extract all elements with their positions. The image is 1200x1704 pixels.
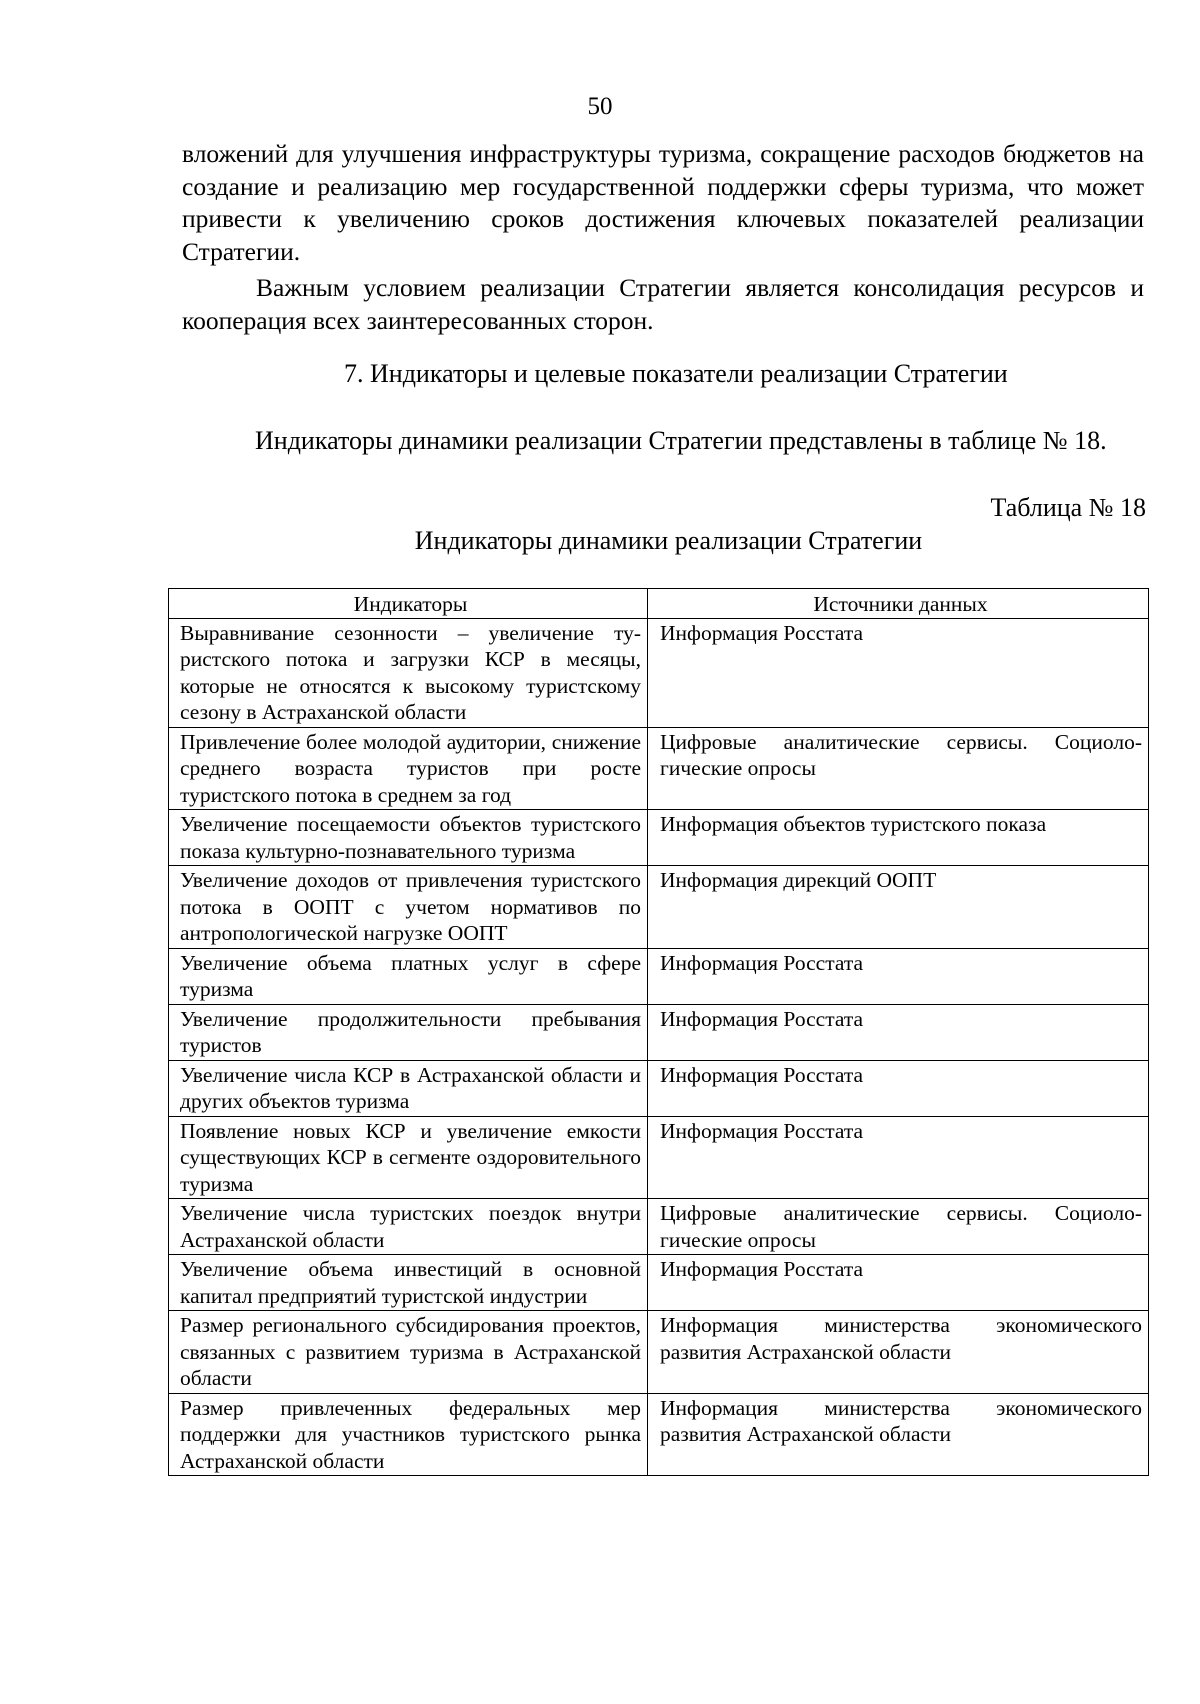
table-row — [169, 1199, 1149, 1255]
table-row — [169, 1004, 1149, 1060]
indicator-cell: Привлечение более молодой аудитории, снижение среднего возраста туристов при росте туристского потока в среднем за год — [169, 727, 648, 810]
indicator-cell: Выравнивание сезонности – увеличение туристского потока и загрузки КСР в месяцы, которые не относятся к высокому туристскому сезону в Астраханской области — [169, 618, 648, 727]
table-header-row — [169, 589, 1149, 619]
table-row — [169, 866, 1149, 949]
data-source-cell: Информация объектов туристского показа — [648, 810, 1149, 866]
indicators-table — [168, 588, 1149, 1476]
indicator-cell: Увеличение числа туристских поездок внутри Астраханской области — [169, 1199, 648, 1255]
table-row — [169, 1393, 1149, 1476]
indicator-cell: Увеличение посещаемости объектов туристского показа культурно-познавательного туризма — [169, 810, 648, 866]
body-paragraph — [182, 272, 1144, 337]
indicator-cell: Увеличение доходов от привлечения туристского потока в ООПТ с учетом нормативов по антропологической нагрузке ООПТ — [169, 866, 648, 949]
table-row — [169, 1311, 1149, 1394]
data-source-cell: Информация дирекций ООПТ — [648, 866, 1149, 949]
indicator-cell: Увеличение числа КСР в Астраханской области и других объектов туризма — [169, 1060, 648, 1116]
data-source-cell: Цифровые аналитические сервисы. Социологические опросы — [648, 727, 1149, 810]
data-source-cell: Информация Росстата — [648, 1255, 1149, 1311]
table-body — [169, 618, 1149, 1476]
header-data-sources: Источники данных — [648, 589, 1149, 619]
table-row — [169, 727, 1149, 810]
data-source-cell: Информация министерства экономического развития Астраханской области — [648, 1311, 1149, 1394]
section-heading: 7. Индикаторы и целевые показатели реализации Стратегии — [344, 359, 1008, 388]
indicator-cell: Появление новых КСР и увеличение емкости существующих КСР в сегменте оздоровительного туризма — [169, 1116, 648, 1199]
indicator-cell: Размер регионального субсидирования проектов, связанных с развитием туризма в Астраханской области — [169, 1311, 648, 1394]
indicator-cell: Размер привлеченных федеральных мер поддержки для участников туристского рынка Астраханской области — [169, 1393, 648, 1476]
page-number: 50 — [587, 93, 613, 120]
table-row — [169, 1116, 1149, 1199]
indicator-cell: Увеличение объема инвестиций в основной капитал предприятий туристской индустрии — [169, 1255, 648, 1311]
indicator-cell: Увеличение продолжительности пребывания туристов — [169, 1004, 648, 1060]
table-row — [169, 618, 1149, 727]
body-paragraph-text: Важным условием реализации Стратегии является консолидация ресурсов и кооперация всех заинтересованных сторон. — [182, 273, 1144, 335]
data-source-cell: Цифровые аналитические сервисы. Социологические опросы — [648, 1199, 1149, 1255]
data-source-cell: Информация Росстата — [648, 1116, 1149, 1199]
data-source-cell: Информация Росстата — [648, 1060, 1149, 1116]
table-row — [169, 810, 1149, 866]
data-source-cell: Информация Росстата — [648, 1004, 1149, 1060]
table-row — [169, 948, 1149, 1004]
body-paragraph: вложений для улучшения инфраструктуры туризма, сокращение расходов бюджетов на создание и реализацию мер государственной поддержки сферы туризма, что может привести к увеличению сроков достижения ключевых показателей реализации Стратегии. — [182, 139, 1144, 266]
header-indicators: Индикаторы — [169, 589, 648, 619]
indicator-cell: Увеличение объема платных услуг в сфере туризма — [169, 948, 648, 1004]
table-row — [169, 1255, 1149, 1311]
data-source-cell: Информация Росстата — [648, 618, 1149, 727]
table-row — [169, 1060, 1149, 1116]
table-number-label: Таблица № 18 — [990, 493, 1146, 522]
table-title: Индикаторы динамики реализации Стратегии — [414, 526, 923, 555]
data-source-cell: Информация министерства экономического развития Астраханской области — [648, 1393, 1149, 1476]
table-intro-text: Индикаторы динамики реализации Стратегии представлены в таблице № 18. — [255, 426, 1107, 455]
data-source-cell: Информация Росстата — [648, 948, 1149, 1004]
